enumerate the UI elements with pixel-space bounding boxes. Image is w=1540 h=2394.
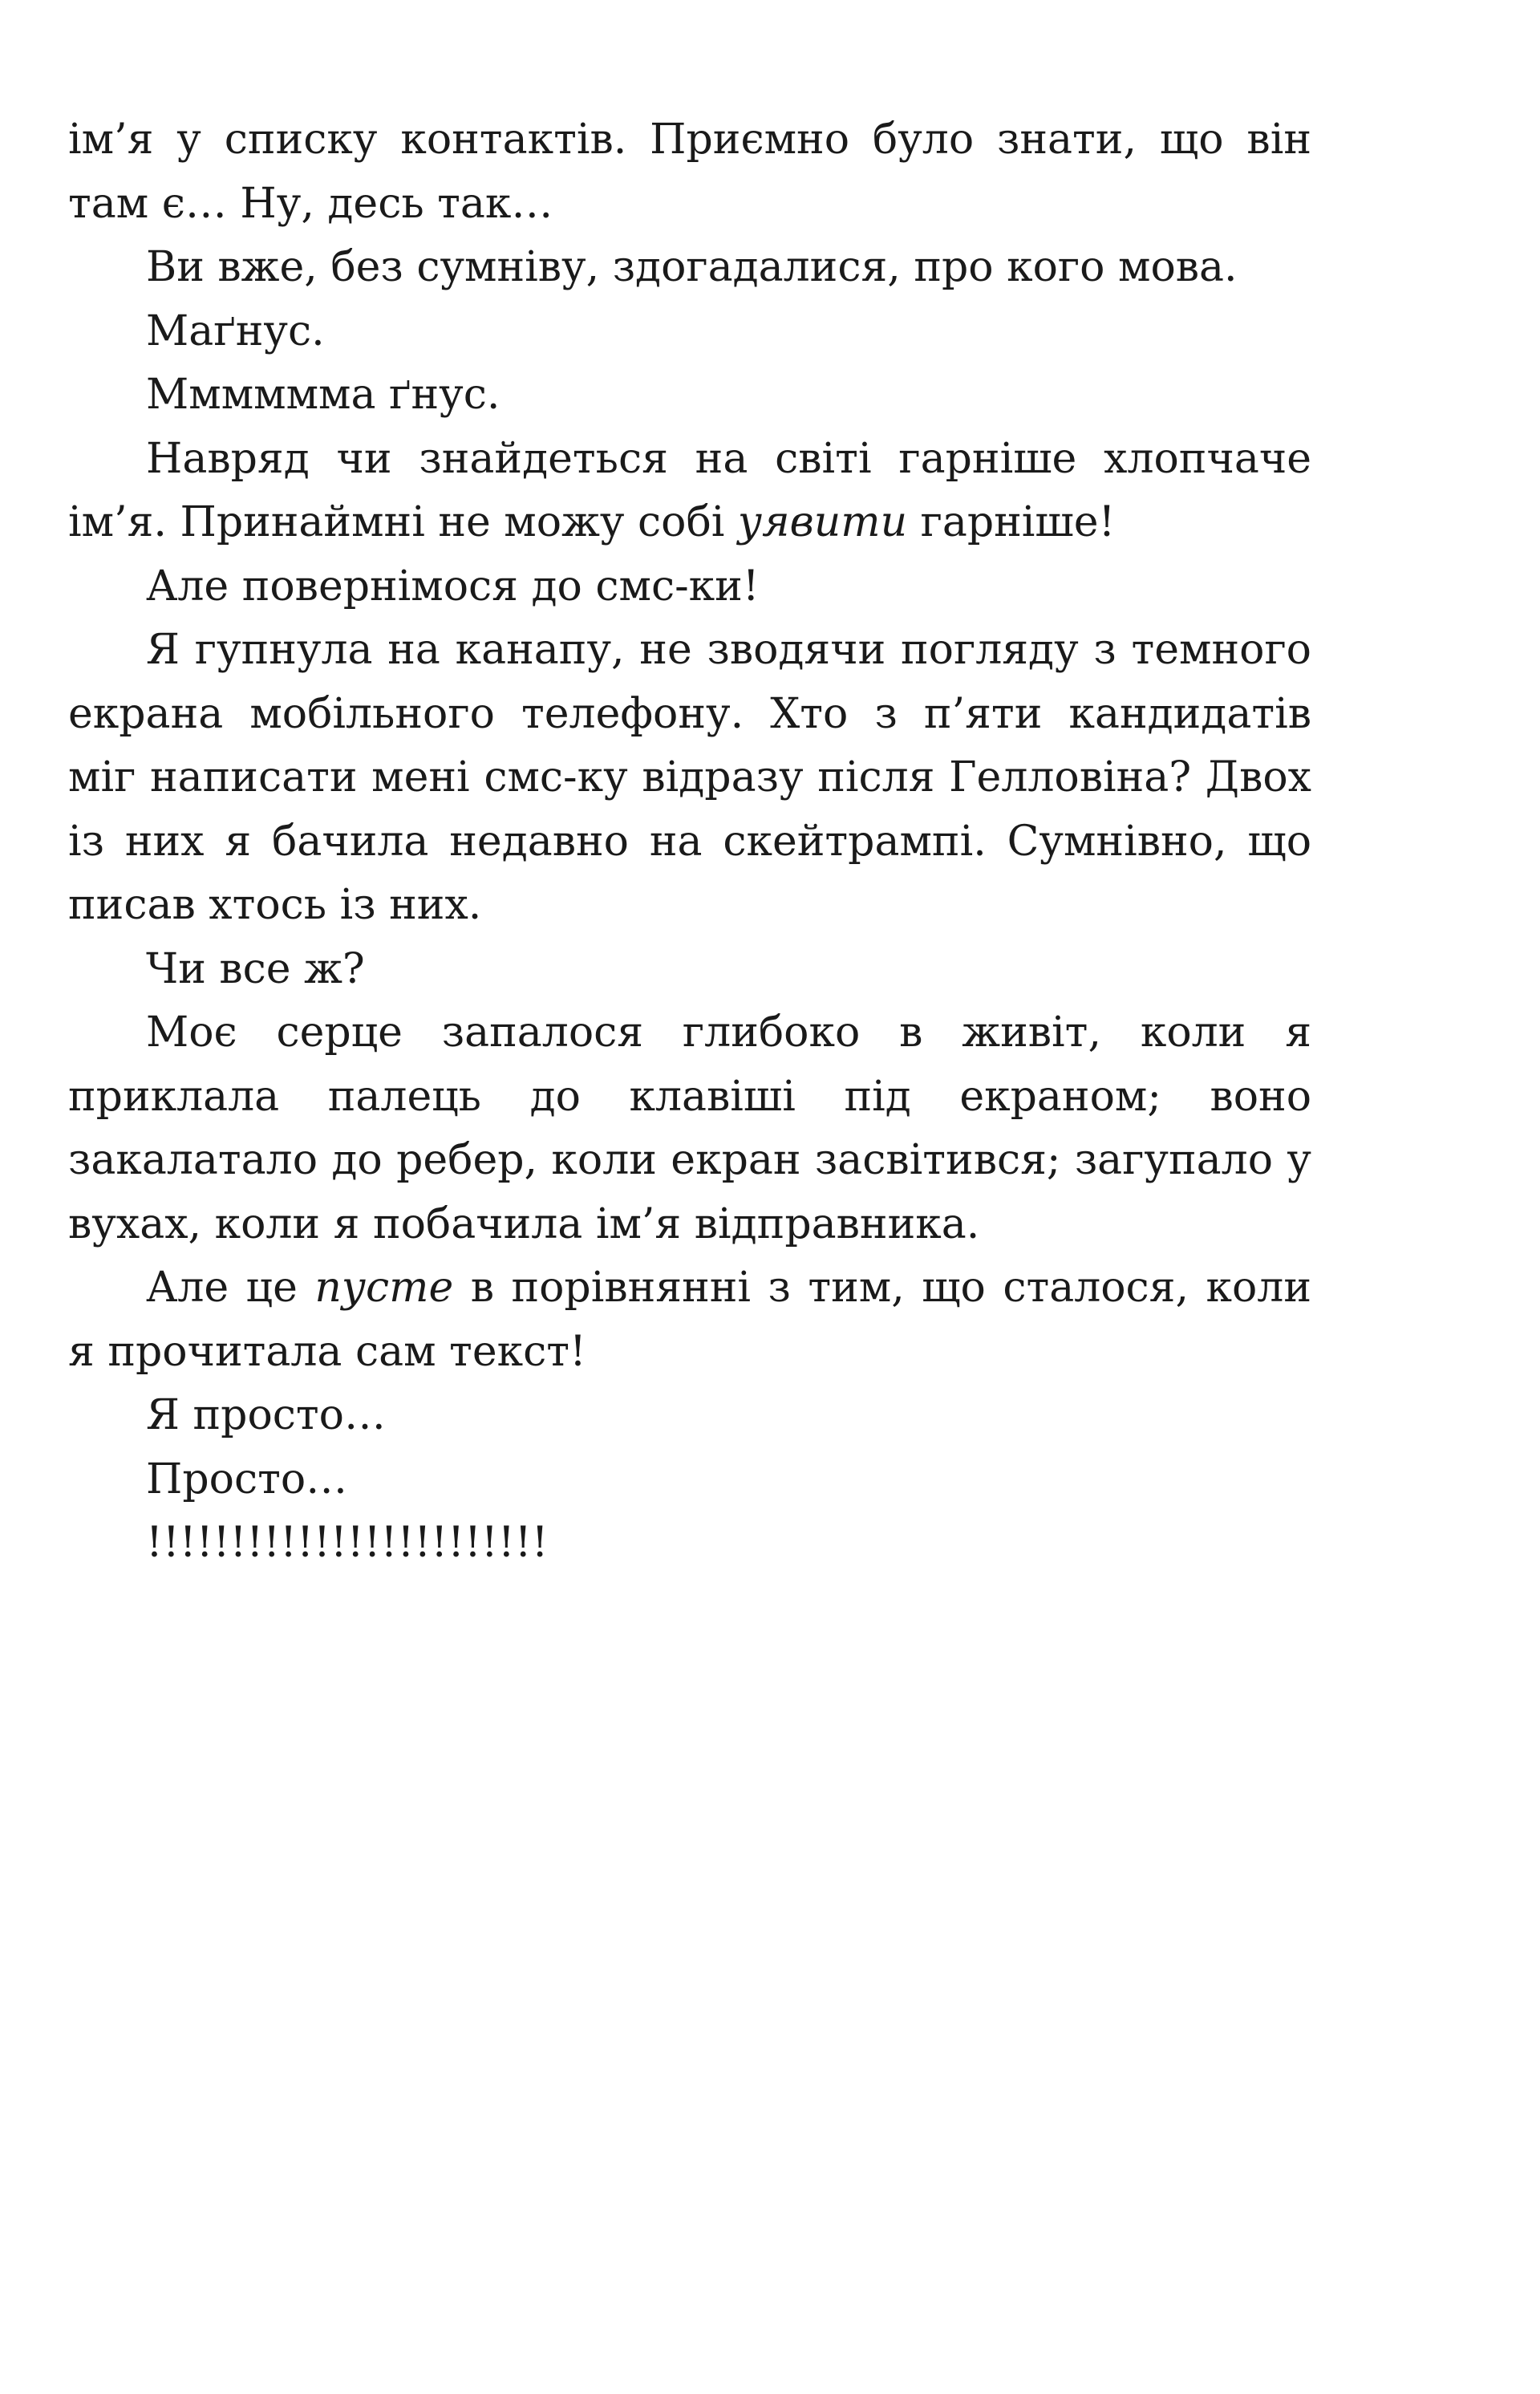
paragraph	[68, 1256, 1311, 1384]
paragraph	[68, 1384, 1311, 1448]
paragraph-continuation	[68, 108, 1311, 236]
paragraph	[68, 428, 1311, 555]
text-run: Моє серце запалося глибоко в живіт, коли я приклала палець до клавіші під екраном; воно закалатало до ребер, коли екран засвітився; загупало у вухах, коли я побачила ім’я відправника.	[68, 1008, 1311, 1248]
text-run: Чи все ж?	[146, 944, 365, 993]
paragraph	[68, 1448, 1311, 1512]
paragraph	[68, 555, 1311, 619]
text-run: Маґнус.	[146, 306, 325, 355]
body-text	[68, 108, 1311, 1576]
paragraph	[68, 236, 1311, 300]
text-run: Просто…	[146, 1455, 348, 1503]
italic-text-run: уявити	[737, 498, 908, 546]
text-run: Я просто…	[146, 1391, 386, 1439]
text-run: ім’я у списку контактів. Приємно було знати, що він там є… Ну, десь так…	[68, 116, 1311, 228]
paragraph	[68, 363, 1311, 428]
text-run: Але це	[146, 1264, 315, 1312]
text-run: гарніше!	[907, 498, 1116, 546]
paragraph	[68, 300, 1311, 364]
paragraph	[68, 619, 1311, 938]
text-run: в порівнянні з тим, що сталося, коли я прочитала сам текст!	[68, 1264, 1311, 1376]
text-run: Навряд чи знайдеться на світі гарніше хлопчаче ім’я. Принаймні не можу собі	[68, 434, 1311, 546]
paragraph	[68, 1511, 1311, 1576]
paragraph	[68, 938, 1311, 1002]
text-run: Мммммма ґнус.	[146, 371, 500, 419]
text-run: Але повернімося до смс-ки!	[146, 562, 760, 611]
italic-text-run: пусте	[314, 1264, 454, 1312]
paragraph	[68, 1001, 1311, 1256]
text-run: Я гупнула на канапу, не зводячи погляду з темного екрана мобільного телефону. Хто з п’яти кандидатів міг написати мені смс-ку відразу після Гелловіна? Двох із них я бачила недавно на скейтрампі. Сумнівно, що писав хтось із них.	[68, 626, 1311, 929]
text-run: Ви вже, без сумніву, здогадалися, про кого мова.	[146, 243, 1238, 291]
text-run: !!!!!!!!!!!!!!!!!!!!!!!!	[146, 1519, 549, 1567]
